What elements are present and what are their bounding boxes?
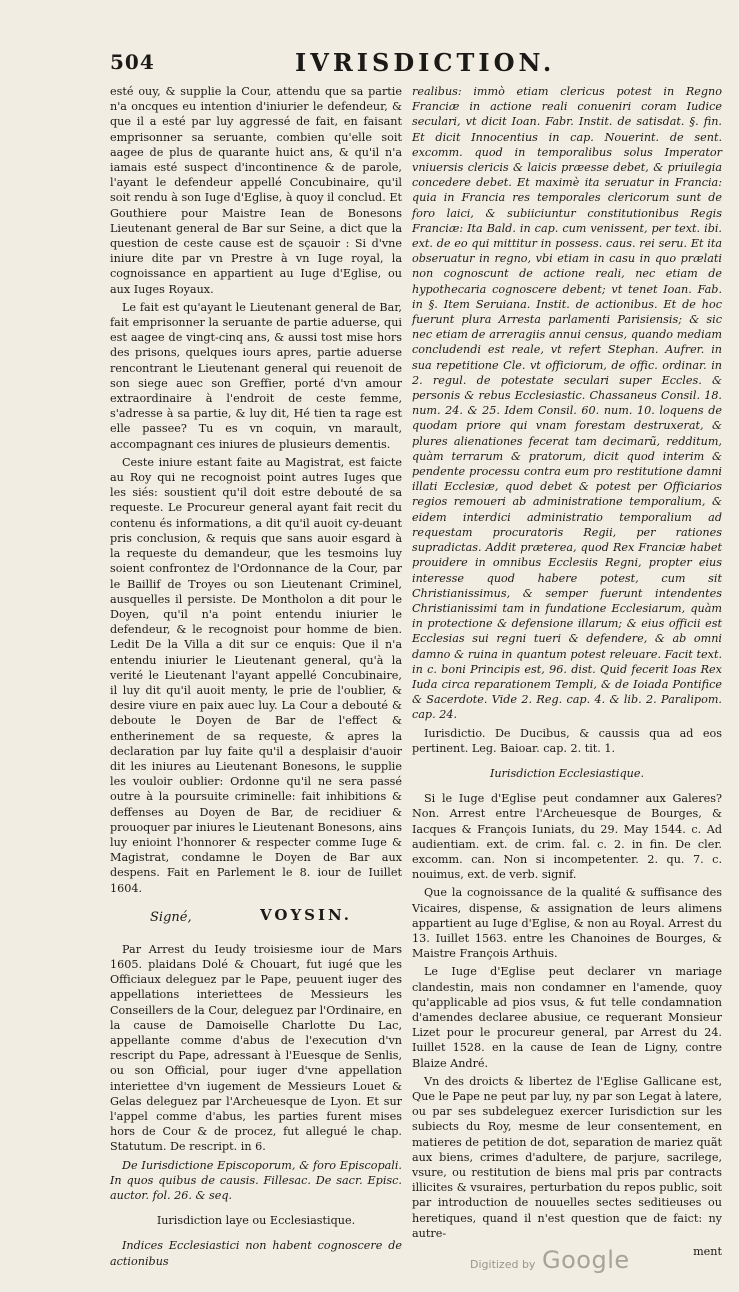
right-paragraph-6: Vn des droicts & libertez de l'Eglise Gallicane est, Que le Pape ne peut par luy, ny par son Legat à latere, ou par ses subdeleguez exercer Iurisdiction sur les subiects du Roy, mesme de leur consentement, en matieres de petition de dot, separation de mariez quãt aux biens, crimes d'adultere, de parjure, sacrilege, vsure, ou restitution de biens mal pris par contracts illicites & vsuraires, perturbation du repos public, soit par introduction de nouuelles sectes seditieuses ou heretiques, quand il n'est question que de faict: ny autre- [412,1074,722,1240]
signe-label: Signé, [150,909,192,925]
signatory-name: VOYSIN. [260,905,352,924]
left-paragraph-4: Par Arrest du Ieudy troisiesme iour de Mars 1605. plaidans Dolé & Chouart, fut iugé que les Officiaux deleguez par le Pape, peuuent iuger des appellations interiettees de Messieurs les Conseillers de la Cour, deleguez par l'Ordinaire, en la cause de Damoiselle Charlotte Du Lac, appellante comme d'abus de l'execution d'vn rescript du Pape, adressant à l'Euesque de Senlis, ou son Official, pour iuger d'vne appellation interiettee d'vn iugement de Messieurs Louet & Gelas deleguez par l'Archeuesque de Lyon. Et sur l'appel comme d'abus, les parties furent mises hors de Cour & de procez, fut allegué le chap. Statutum. De rescript. in 6. [110,942,402,1154]
page-header [110,48,710,88]
google-logo: Google [542,1246,630,1274]
left-paragraph-2: Le fait est qu'ayant le Lieutenant general de Bar, fait emprisonner la seruante de partie aduerse, qui est aagee de vingt-cinq ans, & aussi tost mise hors des prisons, quelques iours apres, partie aduerse rencontrant le Lieutenant general qui reuenoit de son siege auec son Greffier, porté d'vn amour extraordinaire à l'endroit de ceste femme, s'adresse à sa partie, & luy dit, Hé tien ta rage est elle passee? Tu es vn coquin, vn marault, accompagnant ces iniures de plusieurs dementis. [110,300,402,451]
right-column [412,84,722,1262]
left-paragraph-3: Ceste iniure estant faite au Magistrat, est faicte au Roy qui ne recognoist point autres Iuges que les siés: soustient qu'il doit estre debouté de sa requeste. Le Procureur general ayant fait recit du contenu és informations, a dit qu'il auoit cy-deuant pris conclusion, & requis que sans auoir esgard à la requeste du demandeur, que les tesmoins luy soient confrontez de l'Ordonnance de la Cour, par le Baillif de Troyes ou son Lieutenant Criminel, ausquelles il persiste. De Montholon a dit pour le Doyen, qu'il n'a point entendu iniurier le defendeur, & le recognoist pour homme de bien. Ledit De la Villa a dit sur ce enquis: Que il n'a entendu iniurier le Lieutenant general, qu'à la verité le Lieutenant l'ayant appellé Concubinaire, il luy dit qu'il auoit menty, le prie de l'oublier, & desire viure en paix auec luy. La Cour a debouté & deboute le Doyen de Bar de l'effect & entherinement de sa requeste, & apres la declaration par luy faite qu'il a desplaisir d'auoir dit les iniures au Lieutenant Bonesons, le supplie les vouloir oublier: Ordonne qu'il ne sera passé outre à la poursuite criminelle: fait inhibitions & deffenses au Doyen de Bar, de recidiuer & prouoquer par iniures le Lieutenant Bonesons, ains luy enioint l'honnorer & respecter comme Iuge & Magistrat, condamne le Doyen de Bar aux despens. Fait en Parlement le 8. iour de Iuillet 1604. [110,455,402,895]
running-title: IVRISDICTION. [295,48,556,77]
page-number: 504 [110,50,155,74]
signature-line [110,906,402,934]
section-heading-laye: Iurisdiction laye ou Ecclesiastique. [156,1214,356,1228]
catchword: ment [693,1245,722,1259]
right-paragraph-1: realibus: immò etiam clericus potest in Regno Franciæ in actione reali conueniri coram Iudice seculari, vt dicit Ioan. Fabr. Instit. de satisdat. §. fin. Et dicit Innocentius in cap. Nouerint. de sent. excomm. quod in temporalibus solus Imperator vniuersis clericis & laicis præesse debet, & priuilegia concedere debet. Et maximè ita seruatur in Francia: quia in Francia res temporales clericorum sunt de foro laici, & subiiciuntur constitutionibus Regis Franciæ: Ita Bald. in cap. cum venissent, per text. ibi. ext. de eo qui mittitur in possess. caus. rei seru. Et ita obseruatur in regno, vbi etiam in casu in quo prælati non cognoscunt de actione reali, nec etiam de hypothecaria cognoscere debent; vt tenet Ioan. Fab. in §. Item Seruiana. Instit. de actionibus. Et de hoc fuerunt plura Arresta parlamenti Parisiensis; & sic nec etiam de arreragiis annui census, quando mediam concludendi est reale, vt refert Stephan. Aufrer. in sua repetitione Cle. vt officiorum, de offic. ordinar. in 2. regul. de potestate seculari super Eccles. & personis & rebus Ecclesiastic. Chassaneus Consil. 18. num. 24. & 25. Idem Consil. 60. num. 10. loquens de quodam priore qui vnam forestam destruxerat, & plures alienationes fecerat tam decimarũ, redditum, quàm terrarum & pratorum, dicit quod interim & pendente processu contra eum pro restitutione damni illati Ecclesiæ, quod debet & potest per Officiarios regios remoueri ab administratione temporalium, & eidem interdici administratio temporalium ad requestam procuratoris Regii, per rationes supradictas. Addit præterea, quod Rex Franciæ habet prouidere in omnibus Ecclesiis Regni, propter eius interesse quod habere potest, cum sit Christianissimus, & semper fuerunt intendentes Christianissimi tam in fundatione Ecclesiarum, quàm in protectione & defensione illarum; & eius officii est Ecclesias sui regni tueri & defendere, & ab omni damno & ruina in quantum potest releuare. Facit text. in c. boni Principis est, 96. dist. Quid fecerit Ioas Rex Iuda circa reparationem Templi, & de Ioiada Pontifice & Sacerdote. Vide 2. Reg. cap. 4. & lib. 2. Paralipom. cap. 24. [412,85,722,722]
right-paragraph-4: Que la cognoissance de la qualité & suffisance des Vicaires, dispense, & assignation de leurs alimens appartient au Iuge d'Eglise, & non au Royal. Arrest du 13. Iuillet 1563. entre les Chanoines de Bourges, & Maistre François Arthuis. [412,886,722,961]
left-paragraph-5: De Iurisdictione Episcoporum, & foro Episcopali. In quos quibus de causis. Fillesac. De sacr. Episc. auctor. fol. 26. & seq. [110,1158,402,1203]
right-paragraph-3: Si le Iuge d'Eglise peut condamner aux Galeres? Non. Arrest entre l'Archeuesque de Bourges, & Iacques & François Iuniats, du 29. May 1544. c. Ad audientiam. ext. de crim. fal. c. 2. in fin. De cler. excomm. can. Non si incompetenter. 2. qu. 7. c. nouimus, ext. de verb. signif. [412,792,722,882]
left-paragraph-1: esté ouy, & supplie la Cour, attendu que sa partie n'a oncques eu intention d'iniurier le defendeur, & que il a esté par luy aggressé de fait, en faisant emprisonner sa seruante, combien qu'elle soit aagee de plus de quarante huict ans, & qu'il n'a iamais esté suspect d'incontinence & de parole, l'ayant le defendeur appellé Concubinaire, qu'il soit rendu à son Iuge d'Eglise, à quoy il conclud. Et Gouthiere pour Maistre Iean de Bonesons Lieutenant general de Bar sur Seine, a dict que la question de ceste cause est de sçauoir : Si d'vne iniure dite par vn Prestre à vn Iuge royal, la cognoissance en appartient au Iuge d'Eglise, ou aux Iuges Royaux. [110,85,402,296]
right-paragraph-5: Le Iuge d'Eglise peut declarer vn mariage clandestin, mais non condamner en l'amende, quoy qu'applicable ad pios vsus, & fut telle condamnation d'amendes declaree abusiue, ce requerant Monsieur Lizet pour le procureur general, par Arrest du 24. Iuillet 1528. en la cause de Iean de Ligny, contre Blaize André. [412,965,722,1070]
digitized-watermark [470,1246,670,1282]
section-heading-ecclesiastique: Iurisdiction Ecclesiastique. [489,766,645,780]
digitized-label: Digitized by [470,1258,536,1271]
right-paragraph-2: Iurisdictio. De Ducibus, & caussis qua ad eos pertinent. Leg. Baioar. cap. 2. tit. 1. [412,726,722,755]
left-column [110,84,402,1272]
left-paragraph-6: Indices Ecclesiastici non habent cognoscere de actionibus [110,1239,402,1268]
